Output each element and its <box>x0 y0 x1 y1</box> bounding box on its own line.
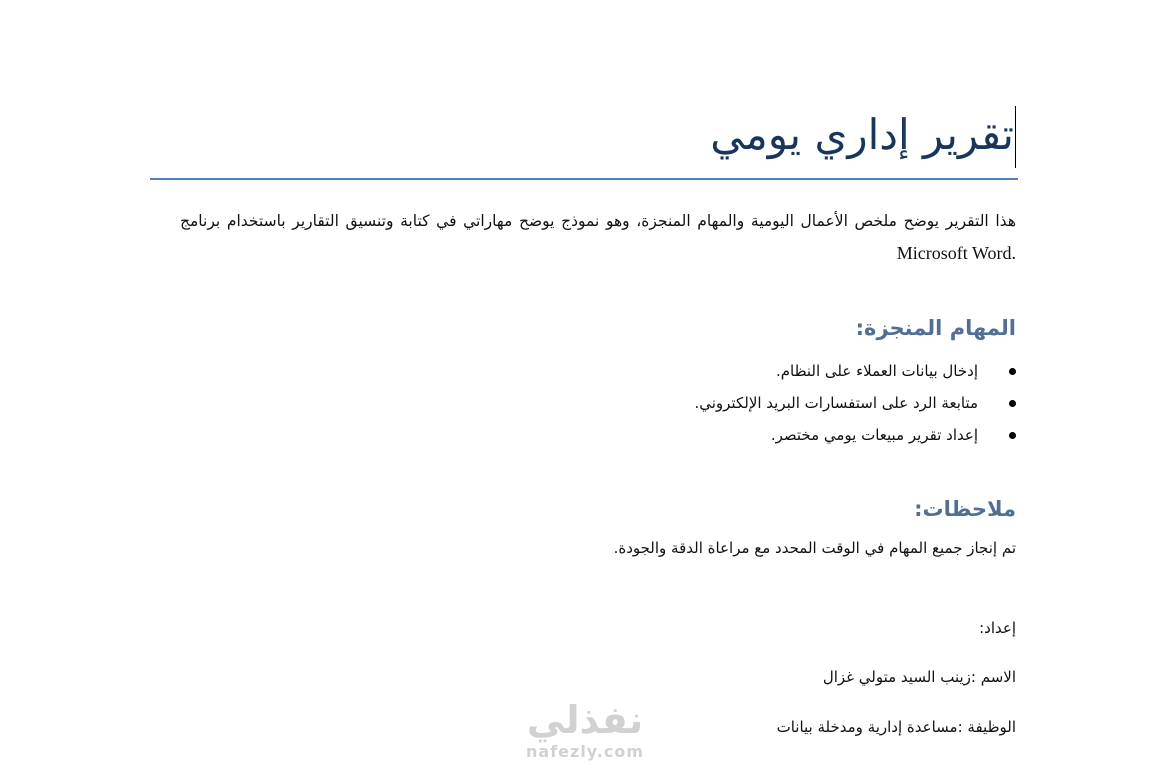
watermark-latin: nafezly.com <box>526 742 644 761</box>
intro-paragraph[interactable] <box>180 205 1016 270</box>
task-text: إدخال بيانات العملاء على النظام. <box>775 362 978 380</box>
title-block <box>150 102 1018 180</box>
watermark-arabic: نفذلي <box>526 698 644 742</box>
text-cursor <box>1015 106 1016 168</box>
bullet-icon <box>1009 432 1016 439</box>
task-item[interactable] <box>416 419 1016 451</box>
intro-product-name: Microsoft Word. <box>896 243 1016 263</box>
job-line[interactable]: الوظيفة :مساعدة إدارية ومدخلة بيانات <box>776 718 1016 736</box>
bullet-icon <box>1009 400 1016 407</box>
tasks-list <box>416 355 1016 451</box>
task-text: إعداد تقرير مبيعات يومي مختصر. <box>770 426 978 444</box>
tasks-heading[interactable]: المهام المنجزة: <box>855 316 1016 340</box>
intro-text: هذا التقرير يوضح ملخص الأعمال اليومية والمهام المنجزة، وهو نموذج يوضح مهاراتي في كتابة وتنسيق التقارير باستخدام برنامج <box>180 212 1016 230</box>
document-title[interactable]: تقرير إداري يومي <box>710 110 1014 159</box>
watermark-logo <box>505 698 665 778</box>
task-item[interactable] <box>416 355 1016 387</box>
name-line[interactable]: الاسم :زينب السيد متولي غزال <box>822 668 1016 686</box>
task-text: متابعة الرد على استفسارات البريد الإلكتروني. <box>694 394 978 412</box>
task-item[interactable] <box>416 387 1016 419</box>
notes-text[interactable]: تم إنجاز جميع المهام في الوقت المحدد مع مراعاة الدقة والجودة. <box>613 539 1016 557</box>
prepared-by-label[interactable]: إعداد: <box>979 619 1016 637</box>
bullet-icon <box>1009 368 1016 375</box>
notes-heading[interactable]: ملاحظات: <box>914 497 1016 521</box>
